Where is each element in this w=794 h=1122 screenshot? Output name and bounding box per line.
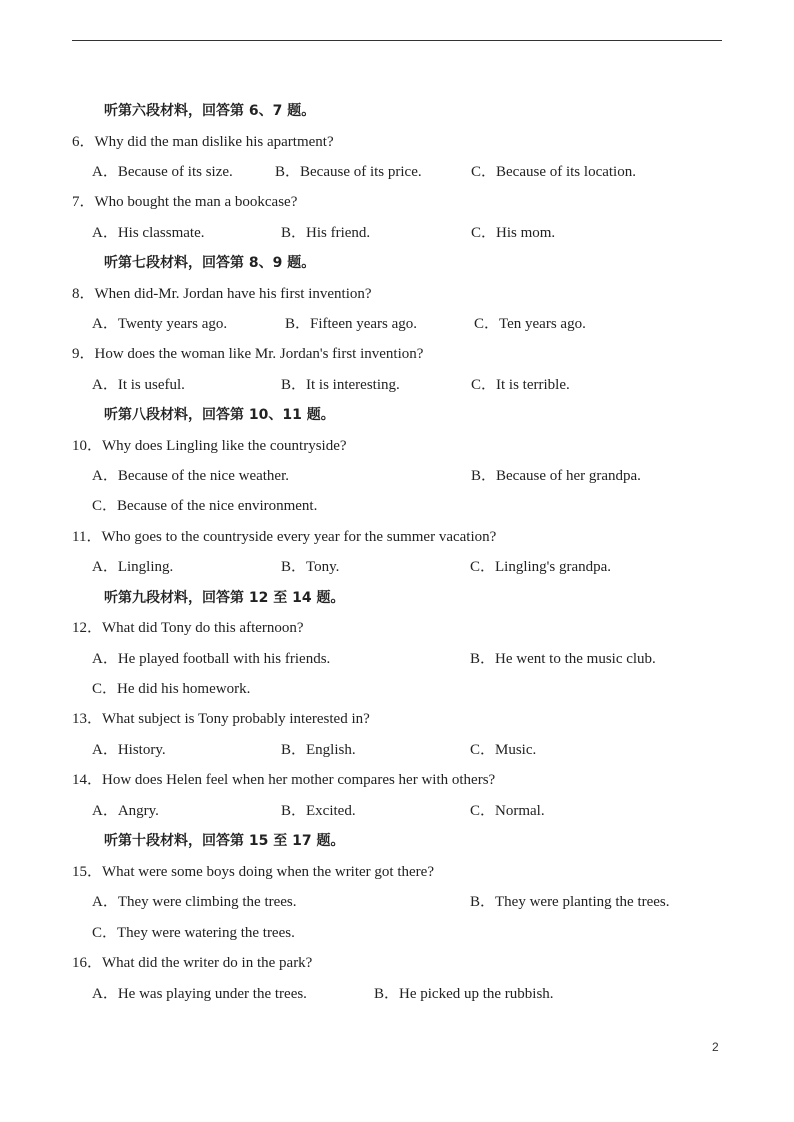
q7-option-c: C．His mom. — [471, 225, 556, 241]
q8-option-b: B．Fifteen years ago. — [285, 316, 418, 332]
question-13: 13．What subject is Tony probably interested in? — [72, 711, 370, 727]
q14-option-c: C．Normal. — [470, 803, 545, 819]
question-11: 11．Who goes to the countryside every year for the summer vacation? — [72, 529, 497, 545]
question-15: 15．What were some boys doing when the writer got there? — [72, 864, 434, 880]
question-8: 8．When did-Mr. Jordan have his first invention? — [72, 286, 372, 302]
q11-option-a: A．Lingling. — [92, 559, 174, 575]
q9-option-c: C．It is terrible. — [471, 377, 570, 393]
q11-option-c: C．Lingling's grandpa. — [470, 559, 612, 575]
q16-option-a: A．He was playing under the trees. — [92, 986, 307, 1002]
question-12: 12．What did Tony do this afternoon? — [72, 620, 304, 636]
q7-option-b: B．His friend. — [281, 225, 371, 241]
q10-option-a: A．Because of the nice weather. — [92, 468, 289, 484]
page-number: 2 — [712, 1040, 719, 1054]
question-9: 9．How does the woman like Mr. Jordan's first invention? — [72, 346, 424, 362]
section-heading-8: 听第八段材料，回答第 10、11 题。 — [104, 407, 335, 423]
section-heading-6: 听第六段材料，回答第 6、7 题。 — [104, 103, 316, 119]
q14-option-b: B．Excited. — [281, 803, 356, 819]
q9-option-b: B．It is interesting. — [281, 377, 400, 393]
q8-option-c: C．Ten years ago. — [474, 316, 586, 332]
q6-option-a: A．Because of its size. — [92, 164, 233, 180]
section-heading-9: 听第九段材料，回答第 12 至 14 题。 — [104, 590, 345, 606]
question-16: 16．What did the writer do in the park? — [72, 955, 313, 971]
q11-option-b: B．Tony. — [281, 559, 340, 575]
q13-option-b: B．English. — [281, 742, 356, 758]
q13-option-a: A．History. — [92, 742, 166, 758]
q12-option-a: A．He played football with his friends. — [92, 651, 331, 667]
question-6: 6．Why did the man dislike his apartment? — [72, 134, 334, 150]
q15-option-a: A．They were climbing the trees. — [92, 894, 297, 910]
q14-option-a: A．Angry. — [92, 803, 159, 819]
q12-option-b: B．He went to the music club. — [470, 651, 656, 667]
q7-option-a: A．His classmate. — [92, 225, 205, 241]
question-14: 14．How does Helen feel when her mother compares her with others? — [72, 772, 496, 788]
q15-option-c: C．They were watering the trees. — [92, 925, 295, 941]
q15-option-b: B．They were planting the trees. — [470, 894, 670, 910]
question-10: 10．Why does Lingling like the countryside? — [72, 438, 347, 454]
question-7: 7．Who bought the man a bookcase? — [72, 194, 298, 210]
q6-option-c: C．Because of its location. — [471, 164, 636, 180]
header-rule — [72, 40, 722, 41]
q12-option-c: C．He did his homework. — [92, 681, 251, 697]
section-heading-7: 听第七段材料，回答第 8、9 题。 — [104, 255, 316, 271]
q6-option-b: B．Because of its price. — [275, 164, 422, 180]
q16-option-b: B．He picked up the rubbish. — [374, 986, 554, 1002]
q10-option-c: C．Because of the nice environment. — [92, 498, 318, 514]
q13-option-c: C．Music. — [470, 742, 537, 758]
q10-option-b: B．Because of her grandpa. — [471, 468, 641, 484]
section-heading-10: 听第十段材料，回答第 15 至 17 题。 — [104, 833, 345, 849]
q9-option-a: A．It is useful. — [92, 377, 185, 393]
q8-option-a: A．Twenty years ago. — [92, 316, 228, 332]
